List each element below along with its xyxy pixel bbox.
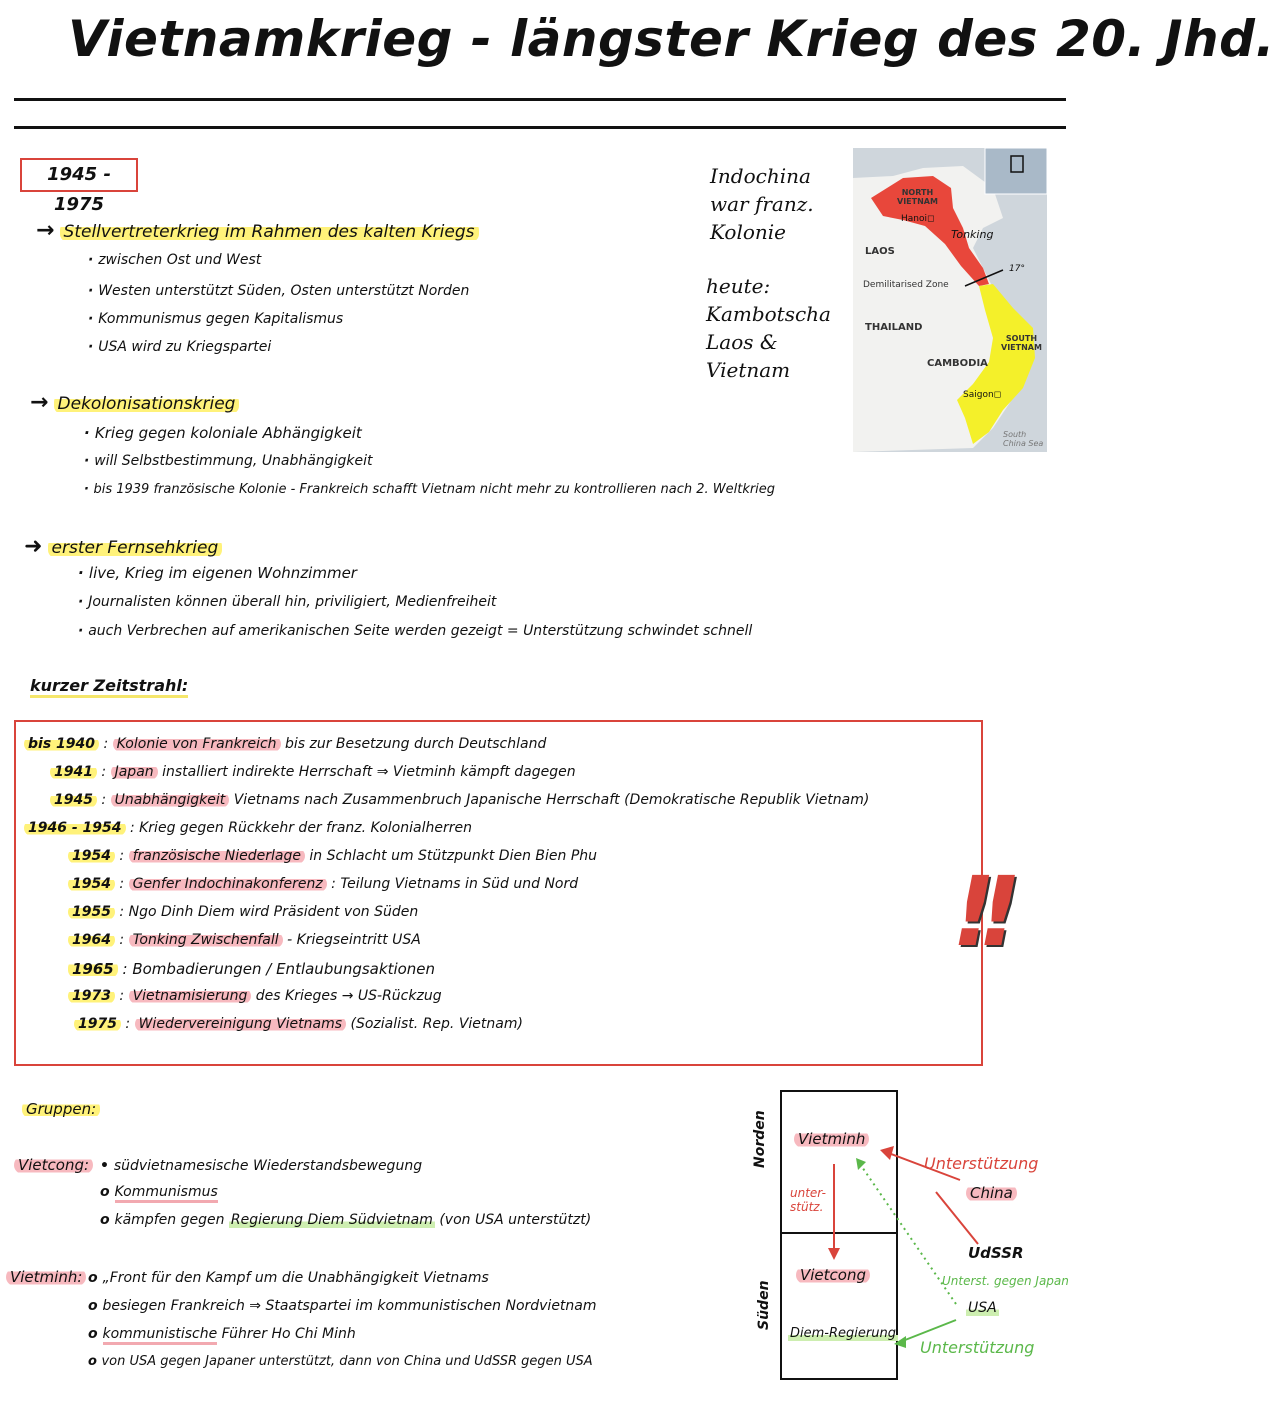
vietminh-item: o „Front für den Kampf um die Unabhängigkeit Vietnams (88, 1270, 489, 1286)
map-label-sea: South China Sea (1003, 430, 1044, 448)
map-label-dmz: Demilitarised Zone (863, 280, 949, 290)
vietminh-item: o kommunistische Führer Ho Chi Minh (88, 1326, 356, 1342)
section3-item: · live, Krieg im eigenen Wohnzimmer (78, 564, 357, 582)
timeline-row: 1975 : Wiedervereinigung Vietnams (Sozialist. Rep. Vietnam) (74, 1016, 523, 1032)
map-label-laos: LAOS (865, 246, 895, 257)
section2-item: · will Selbstbestimmung, Unabhängigkeit (84, 453, 373, 469)
diagram-china: China (966, 1184, 1017, 1202)
diagram-vietminh: Vietminh (794, 1130, 869, 1148)
arrow-head-icon (856, 1158, 866, 1170)
section2-item: · Krieg gegen koloniale Abhängigkeit (84, 424, 362, 442)
section1-item: · USA wird zu Kriegspartei (88, 339, 271, 355)
vietcong-item: • südvietnamesische Wiederstandsbewegung (100, 1158, 423, 1174)
section2-heading: Dekolonisationskrieg (54, 394, 240, 414)
arrow-right-icon: → (30, 390, 49, 415)
map-label-17-degrees: 17° (1009, 264, 1025, 274)
page-title: Vietnamkrieg - längster Krieg des 20. Jhd. (68, 10, 1275, 68)
map-inset (985, 148, 1047, 194)
vietcong-item: o kämpfen gegen Regierung Diem Südvietnam (von USA unterstützt) (100, 1212, 592, 1228)
arrow-head-icon (828, 1248, 840, 1260)
title-rule-top (14, 98, 1066, 101)
map-label-north: NORTH VIETNAM (897, 188, 938, 206)
section3-heading: erster Fernsehkrieg (48, 538, 223, 558)
diagram-support-label: Unterstützung (924, 1154, 1039, 1173)
vietcong-item: o Kommunismus (100, 1184, 218, 1200)
exclamation-icon: !! (952, 856, 1004, 968)
diagram-south-label: Süden (756, 1280, 772, 1330)
map-label-thailand: THAILAND (865, 322, 923, 333)
side-note-today: heute: Kambotscha Laos & Vietnam (706, 274, 831, 382)
map-graphic (853, 148, 1047, 452)
map-label-cambodia: CAMBODIA (927, 358, 988, 369)
timeline-heading: kurzer Zeitstrahl: (30, 676, 188, 698)
section1-item: · Westen unterstützt Süden, Osten unterstützt Norden (88, 283, 469, 299)
vietcong-label: Vietcong: (14, 1156, 93, 1174)
arrow-head-icon (894, 1336, 906, 1348)
diagram-vietcong: Vietcong (796, 1266, 870, 1284)
timeline-row: 1955 : Ngo Dinh Diem wird Präsident von Süden (68, 904, 418, 920)
timeline-row: 1945 : Unabhängigkeit Vietnams nach Zusammenbruch Japanische Herrschaft (Demokratische Republik Vietnam) (50, 792, 869, 808)
vietminh-item: o von USA gegen Japaner unterstützt, dann von China und UdSSR gegen USA (88, 1354, 593, 1369)
diagram-udssr: UdSSR (968, 1244, 1024, 1262)
map-label-tonking: Tonking (951, 228, 994, 241)
section1-item: · Kommunismus gegen Kapitalismus (88, 311, 343, 327)
section3-item: · auch Verbrechen auf amerikanischen Seite werden gezeigt = Unterstützung schwindet schnell (78, 623, 752, 639)
section3 (24, 534, 222, 559)
timeline-row: bis 1940 : Kolonie von Frankreich bis zur Besetzung durch Deutschland (24, 736, 546, 752)
timeline-row: 1954 : Genfer Indochinakonferenz : Teilung Vietnams in Süd und Nord (68, 876, 578, 892)
arrow-right-icon: ➜ (24, 534, 43, 559)
timeline-row: 1941 : Japan installiert indirekte Herrschaft ⇒ Vietminh kämpft dagegen (50, 764, 576, 780)
diagram-usa: USA (968, 1300, 997, 1316)
timeline-row: 1973 : Vietnamisierung des Krieges → US-Rückzug (68, 988, 442, 1004)
diagram-support2-label: Unterstützung (920, 1338, 1035, 1357)
diagram-diem: Diem-Regierung (790, 1326, 896, 1341)
arrow-right-icon: → (36, 218, 55, 243)
map-label-hanoi: Hanoi◻ (901, 214, 935, 224)
section2 (30, 390, 239, 415)
section1 (36, 218, 479, 243)
map-label-saigon: Saigon◻ (963, 390, 1002, 400)
timeline-row: 1965 : Bombadierungen / Entlaubungsaktionen (68, 960, 435, 978)
vietminh-item: o besiegen Frankreich ⇒ Staatspartei im kommunistischen Nordvietnam (88, 1298, 597, 1314)
groups-heading: Gruppen: (22, 1100, 100, 1118)
diagram-support-short: unter- stütz. (790, 1186, 826, 1214)
diagram-north-label: Norden (752, 1110, 768, 1168)
diagram-usa-note: Unterst. gegen Japan (942, 1274, 1069, 1288)
timeline-row: 1964 : Tonking Zwischenfall - Kriegseintritt USA (68, 932, 421, 948)
indochina-map (853, 148, 1047, 452)
timeline-box (14, 720, 983, 1066)
section1-heading: Stellvertreterkrieg im Rahmen des kalten Kriegs (60, 222, 479, 242)
map-label-south: SOUTH VIETNAM (1001, 334, 1042, 352)
section1-item: · zwischen Ost und West (88, 252, 261, 268)
timeline-row: 1946 - 1954 : Krieg gegen Rückkehr der franz. Kolonialherren (24, 820, 472, 836)
section2-item: · bis 1939 französische Kolonie - Frankreich schafft Vietnam nicht mehr zu kontrollieren nach 2. Weltkrieg (84, 482, 775, 497)
side-note-indochina: Indochina war franz. Kolonie (710, 164, 814, 244)
period-box: 1945 - 1975 (20, 158, 138, 192)
arrow-head-icon (880, 1146, 894, 1160)
section3-item: · Journalisten können überall hin, priviligiert, Medienfreiheit (78, 594, 496, 610)
timeline-row: 1954 : französische Niederlage in Schlacht um Stützpunkt Dien Bien Phu (68, 848, 597, 864)
vietminh-label: Vietminh: (6, 1268, 86, 1286)
title-rule-bottom (14, 126, 1066, 129)
